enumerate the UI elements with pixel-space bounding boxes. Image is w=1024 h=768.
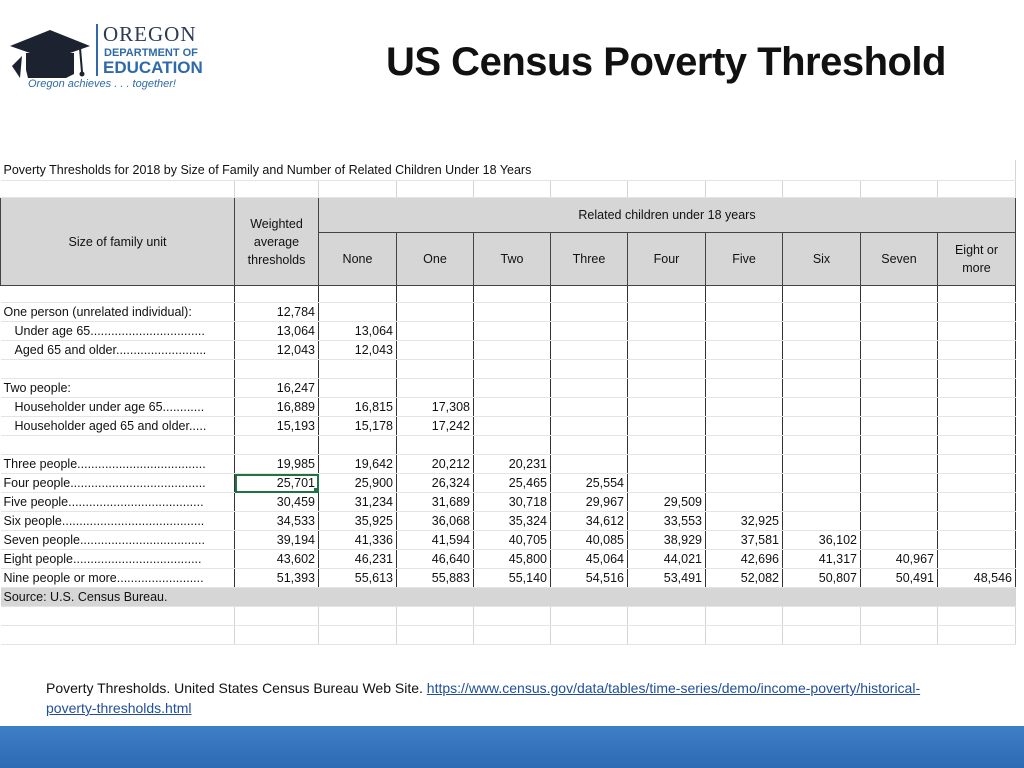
threshold-cell [397, 341, 474, 360]
threshold-cell: 35,925 [319, 512, 397, 531]
threshold-cell [861, 512, 938, 531]
blank-cell [861, 626, 938, 645]
table-row [1, 550, 1016, 569]
blank-cell [474, 181, 551, 198]
table-row [1, 493, 1016, 512]
threshold-cell [706, 303, 783, 322]
threshold-cell [938, 417, 1016, 436]
threshold-cell [706, 493, 783, 512]
threshold-cell [783, 360, 861, 379]
blank-cell [551, 626, 628, 645]
threshold-cell [938, 436, 1016, 455]
threshold-cell [706, 360, 783, 379]
blank-cell [628, 181, 706, 198]
threshold-cell [783, 379, 861, 398]
weighted-value: 51,393 [235, 569, 319, 588]
header-children-col: Three [551, 233, 628, 286]
threshold-cell [319, 436, 397, 455]
table-row [1, 398, 1016, 417]
weighted-value: 12,043 [235, 341, 319, 360]
threshold-cell [783, 417, 861, 436]
weighted-value: 19,985 [235, 455, 319, 474]
threshold-cell [706, 379, 783, 398]
threshold-cell: 45,800 [474, 550, 551, 569]
threshold-cell [319, 360, 397, 379]
threshold-cell: 42,696 [706, 550, 783, 569]
header-family-size: Size of family unit [1, 198, 235, 286]
weighted-value[interactable]: 25,701 [235, 474, 319, 493]
threshold-cell: 36,102 [783, 531, 861, 550]
header-related-children: Related children under 18 years [319, 198, 1016, 233]
row-label [1, 436, 235, 455]
threshold-cell [628, 474, 706, 493]
threshold-cell: 54,516 [551, 569, 628, 588]
table-source: Source: U.S. Census Bureau. [1, 588, 1016, 607]
row-label [1, 360, 235, 379]
threshold-cell [628, 455, 706, 474]
threshold-cell: 25,900 [319, 474, 397, 493]
citation [46, 678, 946, 718]
threshold-cell [628, 341, 706, 360]
source-row [1, 588, 1016, 607]
threshold-cell [783, 512, 861, 531]
threshold-cell [474, 341, 551, 360]
threshold-cell [861, 474, 938, 493]
blank-cell [861, 286, 938, 303]
row-label: Six people......................................... [1, 512, 235, 531]
blank-cell [1, 286, 235, 303]
threshold-cell: 55,140 [474, 569, 551, 588]
blank-cell [706, 607, 783, 626]
threshold-cell: 44,021 [628, 550, 706, 569]
threshold-cell: 55,613 [319, 569, 397, 588]
threshold-cell: 20,212 [397, 455, 474, 474]
threshold-cell [861, 493, 938, 512]
weighted-value: 16,247 [235, 379, 319, 398]
threshold-cell: 38,929 [628, 531, 706, 550]
threshold-cell [783, 398, 861, 417]
blank-cell [551, 286, 628, 303]
threshold-cell [551, 322, 628, 341]
blank-cell [397, 626, 474, 645]
threshold-cell [938, 322, 1016, 341]
blank-cell [938, 286, 1016, 303]
threshold-cell [706, 474, 783, 493]
logo-education-text: EDUCATION [103, 58, 203, 77]
table-row [1, 512, 1016, 531]
threshold-cell [861, 341, 938, 360]
threshold-cell: 12,043 [319, 341, 397, 360]
threshold-cell: 53,491 [628, 569, 706, 588]
blank-cell [938, 181, 1016, 198]
threshold-cell [861, 360, 938, 379]
weighted-value: 30,459 [235, 493, 319, 512]
threshold-cell [783, 493, 861, 512]
threshold-cell: 52,082 [706, 569, 783, 588]
threshold-cell: 25,554 [551, 474, 628, 493]
threshold-cell: 31,234 [319, 493, 397, 512]
slide-title: US Census Poverty Threshold [386, 40, 946, 84]
threshold-cell: 25,465 [474, 474, 551, 493]
header-children-col: One [397, 233, 474, 286]
blank-cell [628, 286, 706, 303]
blank-row [1, 626, 1016, 645]
header-children-col: None [319, 233, 397, 286]
blank-cell [235, 286, 319, 303]
threshold-cell [938, 474, 1016, 493]
threshold-cell [861, 322, 938, 341]
threshold-cell [474, 436, 551, 455]
blank-cell [938, 626, 1016, 645]
threshold-cell [938, 512, 1016, 531]
threshold-cell [861, 303, 938, 322]
threshold-cell [628, 417, 706, 436]
blank-cell [783, 286, 861, 303]
threshold-cell: 41,317 [783, 550, 861, 569]
header-children-col: Two [474, 233, 551, 286]
blank-cell [551, 181, 628, 198]
header-children-col: Four [628, 233, 706, 286]
threshold-cell [938, 360, 1016, 379]
threshold-cell: 41,594 [397, 531, 474, 550]
threshold-cell [938, 455, 1016, 474]
threshold-cell [938, 379, 1016, 398]
threshold-cell [628, 398, 706, 417]
header-children-col: Six [783, 233, 861, 286]
weighted-value [235, 360, 319, 379]
threshold-cell: 16,815 [319, 398, 397, 417]
table-row [1, 379, 1016, 398]
blank-cell [628, 626, 706, 645]
threshold-cell [397, 436, 474, 455]
weighted-value: 43,602 [235, 550, 319, 569]
row-label: Under age 65................................. [1, 322, 235, 341]
threshold-cell [551, 436, 628, 455]
threshold-cell: 36,068 [397, 512, 474, 531]
table-row [1, 341, 1016, 360]
threshold-cell: 50,807 [783, 569, 861, 588]
threshold-cell: 37,581 [706, 531, 783, 550]
threshold-cell [861, 436, 938, 455]
threshold-cell [783, 322, 861, 341]
threshold-cell [783, 341, 861, 360]
weighted-value: 15,193 [235, 417, 319, 436]
threshold-cell: 55,883 [397, 569, 474, 588]
table-row [1, 417, 1016, 436]
threshold-cell: 33,553 [628, 512, 706, 531]
table-row [1, 303, 1016, 322]
threshold-cell: 17,242 [397, 417, 474, 436]
spreadsheet-screenshot [0, 160, 1016, 610]
spacer-row [1, 286, 1016, 303]
blank-cell [861, 181, 938, 198]
threshold-cell [628, 360, 706, 379]
threshold-cell: 46,231 [319, 550, 397, 569]
threshold-cell [938, 493, 1016, 512]
blank-cell [235, 626, 319, 645]
threshold-cell [628, 303, 706, 322]
header-row [1, 198, 1016, 233]
threshold-cell [861, 531, 938, 550]
threshold-cell: 30,718 [474, 493, 551, 512]
threshold-cell: 34,612 [551, 512, 628, 531]
bottom-bar [0, 726, 1024, 768]
table-row [1, 455, 1016, 474]
table-row [1, 531, 1016, 550]
blank-cell [706, 626, 783, 645]
threshold-cell [551, 455, 628, 474]
blank-cell [783, 181, 861, 198]
logo-department-text: DEPARTMENT OF [104, 47, 198, 59]
blank-cell [319, 286, 397, 303]
blank-cell [861, 607, 938, 626]
row-label: Two people: [1, 379, 235, 398]
header-children-col: Five [706, 233, 783, 286]
blank-cell [474, 286, 551, 303]
threshold-cell: 26,324 [397, 474, 474, 493]
weighted-value [235, 436, 319, 455]
threshold-cell [474, 360, 551, 379]
threshold-cell [397, 360, 474, 379]
row-label: Three people..................................... [1, 455, 235, 474]
blank-cell [706, 181, 783, 198]
threshold-cell: 46,640 [397, 550, 474, 569]
threshold-cell [861, 417, 938, 436]
blank-cell [319, 607, 397, 626]
table-row [1, 360, 1016, 379]
blank-cell [783, 607, 861, 626]
logo-divider [96, 24, 98, 76]
threshold-cell [938, 531, 1016, 550]
threshold-cell: 40,967 [861, 550, 938, 569]
threshold-cell [706, 398, 783, 417]
threshold-cell [474, 398, 551, 417]
threshold-cell: 41,336 [319, 531, 397, 550]
threshold-cell: 31,689 [397, 493, 474, 512]
threshold-cell: 40,085 [551, 531, 628, 550]
threshold-cell: 29,509 [628, 493, 706, 512]
threshold-cell [938, 341, 1016, 360]
threshold-cell [551, 303, 628, 322]
threshold-cell [319, 379, 397, 398]
threshold-cell: 13,064 [319, 322, 397, 341]
threshold-cell [706, 341, 783, 360]
threshold-cell: 32,925 [706, 512, 783, 531]
threshold-cell [706, 322, 783, 341]
blank-row [1, 181, 1016, 198]
logo-tagline: Oregon achieves . . . together! [28, 78, 176, 90]
threshold-cell [861, 379, 938, 398]
threshold-cell [706, 417, 783, 436]
header-children-col: Seven [861, 233, 938, 286]
blank-cell [235, 181, 319, 198]
row-label: Five people....................................... [1, 493, 235, 512]
threshold-cell [628, 379, 706, 398]
threshold-cell [474, 322, 551, 341]
table-caption: Poverty Thresholds for 2018 by Size of Family and Number of Related Children Under 18 Years [1, 160, 1016, 181]
blank-cell [706, 286, 783, 303]
threshold-cell [319, 303, 397, 322]
row-label: One person (unrelated individual): [1, 303, 235, 322]
threshold-cell [938, 303, 1016, 322]
threshold-cell: 29,967 [551, 493, 628, 512]
threshold-cell [628, 322, 706, 341]
logo-oregon-text: OREGON [103, 22, 197, 46]
threshold-cell [861, 455, 938, 474]
table-row [1, 569, 1016, 588]
threshold-cell: 35,324 [474, 512, 551, 531]
table-row [1, 474, 1016, 493]
weighted-value: 12,784 [235, 303, 319, 322]
threshold-cell: 45,064 [551, 550, 628, 569]
row-label: Householder aged 65 and older..... [1, 417, 235, 436]
threshold-cell [551, 360, 628, 379]
threshold-cell [397, 322, 474, 341]
blank-cell [551, 607, 628, 626]
threshold-cell [783, 436, 861, 455]
threshold-cell [706, 455, 783, 474]
threshold-cell: 15,178 [319, 417, 397, 436]
blank-cell [319, 181, 397, 198]
caption-row [1, 160, 1016, 181]
row-label: Nine people or more......................... [1, 569, 235, 588]
graduation-cap-oregon-icon [8, 26, 92, 82]
threshold-cell [474, 379, 551, 398]
threshold-cell [551, 398, 628, 417]
oregon-doe-logo [8, 22, 203, 102]
weighted-value: 16,889 [235, 398, 319, 417]
threshold-cell [474, 417, 551, 436]
blank-cell [474, 607, 551, 626]
threshold-cell [397, 303, 474, 322]
threshold-cell: 19,642 [319, 455, 397, 474]
blank-cell [397, 607, 474, 626]
blank-cell [319, 626, 397, 645]
blank-cell [397, 286, 474, 303]
blank-cell [1, 181, 235, 198]
table-row [1, 436, 1016, 455]
row-label: Four people....................................... [1, 474, 235, 493]
row-label: Aged 65 and older.......................... [1, 341, 235, 360]
header-weighted-average: Weighted average thresholds [235, 198, 319, 286]
blank-cell [783, 626, 861, 645]
threshold-cell [628, 436, 706, 455]
threshold-cell [783, 303, 861, 322]
threshold-cell [551, 379, 628, 398]
threshold-cell [938, 550, 1016, 569]
header-children-col: Eight or more [938, 233, 1016, 286]
blank-cell [474, 626, 551, 645]
threshold-cell: 20,231 [474, 455, 551, 474]
blank-row [1, 607, 1016, 626]
blank-cell [235, 607, 319, 626]
table-row [1, 322, 1016, 341]
weighted-value: 39,194 [235, 531, 319, 550]
threshold-cell [397, 379, 474, 398]
threshold-cell [474, 303, 551, 322]
row-label: Eight people..................................... [1, 550, 235, 569]
poverty-threshold-table [0, 160, 1016, 645]
threshold-cell [861, 398, 938, 417]
threshold-cell [551, 417, 628, 436]
weighted-value: 13,064 [235, 322, 319, 341]
threshold-cell: 40,705 [474, 531, 551, 550]
citation-link[interactable]: https://www.census.gov/data/tables/time-series/demo/income-poverty/historical-poverty-thresholds.html [46, 680, 921, 716]
threshold-cell: 50,491 [861, 569, 938, 588]
threshold-cell: 17,308 [397, 398, 474, 417]
citation-text: Poverty Thresholds. United States Census Bureau Web Site. [46, 680, 423, 696]
blank-cell [1, 607, 235, 626]
threshold-cell: 48,546 [938, 569, 1016, 588]
blank-cell [1, 626, 235, 645]
threshold-cell [783, 474, 861, 493]
blank-cell [397, 181, 474, 198]
weighted-value: 34,533 [235, 512, 319, 531]
threshold-cell [783, 455, 861, 474]
blank-cell [628, 607, 706, 626]
row-label: Householder under age 65............ [1, 398, 235, 417]
threshold-cell [551, 341, 628, 360]
row-label: Seven people.................................... [1, 531, 235, 550]
threshold-cell [706, 436, 783, 455]
blank-cell [938, 607, 1016, 626]
threshold-cell [938, 398, 1016, 417]
